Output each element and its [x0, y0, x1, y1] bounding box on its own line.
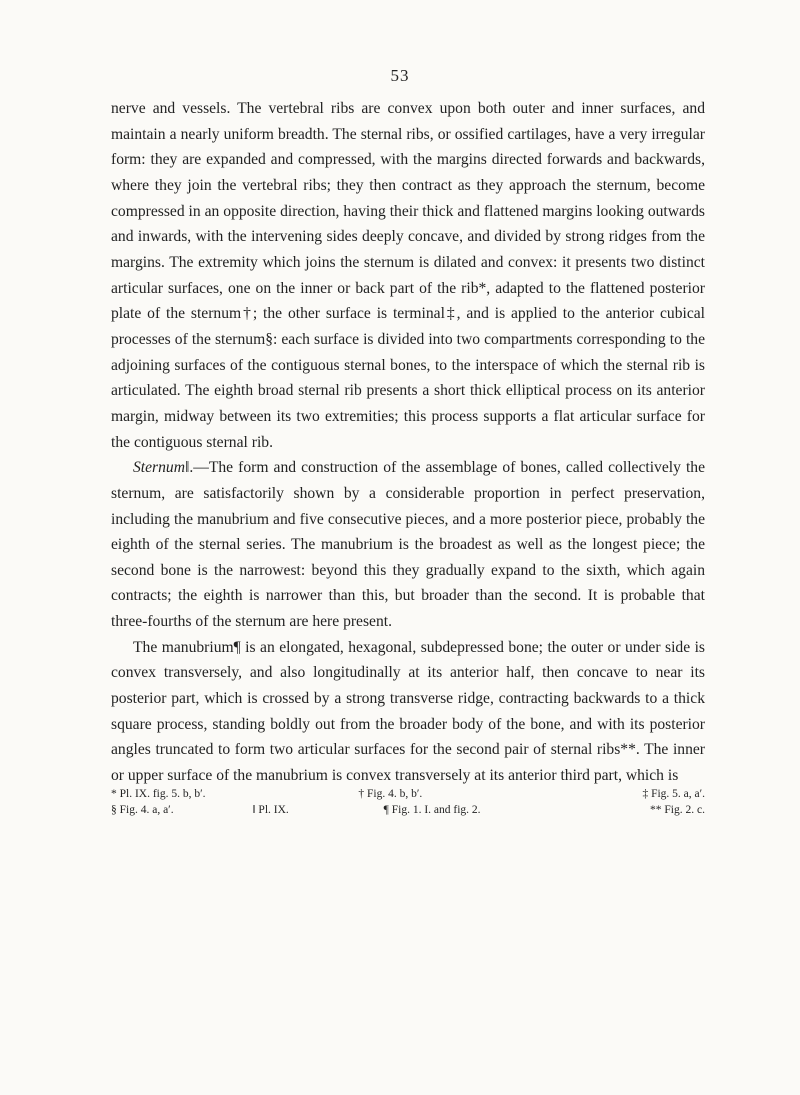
footnotes	[111, 786, 705, 818]
footnote: § Fig. 4. a, a′.	[111, 804, 174, 816]
footnote: * Pl. IX. fig. 5. b, b′.	[111, 788, 206, 800]
paragraph-sternum: Sternum‖.—The form and construction of the assemblage of bones, called collectively the sternum, are satisfactorily shown by a considerable proportion in perfect preservation, including the manubrium and five consecutive pieces, and a more posterior piece, probably the eighth of the sternal series. The manubrium is the broadest as well as the longest piece; the second bone is the narrowest: beyond this they gradually expand to the sixth, which again contracts; the eighth is narrower than this, but broader than the second. It is probable that three-fourths of the sternum are here present.	[111, 459, 705, 631]
body-text	[111, 96, 705, 789]
footnote-row-1	[111, 786, 705, 802]
footnote: † Fig. 4. b, b′.	[358, 788, 423, 800]
footnote: ** Fig. 2. c.	[650, 804, 705, 816]
footnote: ‡ Fig. 5. a, a′.	[642, 788, 706, 800]
footnote: ¶ Fig. 1. I. and fig. 2.	[383, 804, 481, 816]
paragraph-manubrium: The manubrium¶ is an elongated, hexagonal, subdepressed bone; the outer or under side is convex transversely, and also longitudinally at its anterior half, then concave to near its posterior part, which is crossed by a strong transverse ridge, contracting backwards to a thick square process, standing boldly out from the broader body of the bone, and with its posterior angles truncated to form two articular surfaces for the second pair of sternal ribs**. The inner or upper surface of the manubrium is convex transversely at its anterior third part, which is	[111, 638, 705, 785]
page-number: 53	[390, 66, 410, 85]
footnote-row-2	[111, 802, 705, 818]
section-heading: Sternum	[133, 459, 185, 477]
footnote: ‖ Pl. IX.	[252, 804, 289, 816]
paragraph-ribs: nerve and vessels. The vertebral ribs are convex upon both outer and inner surfaces, and maintain a nearly uniform breadth. The sternal ribs, or ossified cartilages, have a very irregular form: they are expanded and compressed, with the margins directed forwards and backwards, where they join the vertebral ribs; they then contract as they approach the sternum, become compressed in an opposite direction, having their thick and flattened margins looking outwards and inwards, with the intervening sides deeply concave, and divided by strong ridges from the margins. The extremity which joins the sternum is dilated and convex: it presents two distinct articular surfaces, one on the inner or back part of the rib*, adapted to the flattened posterior plate of the sternum†; the other surface is terminal‡, and is applied to the anterior cubical processes of the sternum§: each surface is divided into two compartments corresponding to the adjoining surfaces of the contiguous sternal bones, to the interspace of which the sternal rib is articulated. The eighth broad sternal rib presents a short thick elliptical process on its anterior margin, midway between its two extremities; this process supports a flat articular surface for the contiguous sternal rib.	[111, 100, 705, 451]
